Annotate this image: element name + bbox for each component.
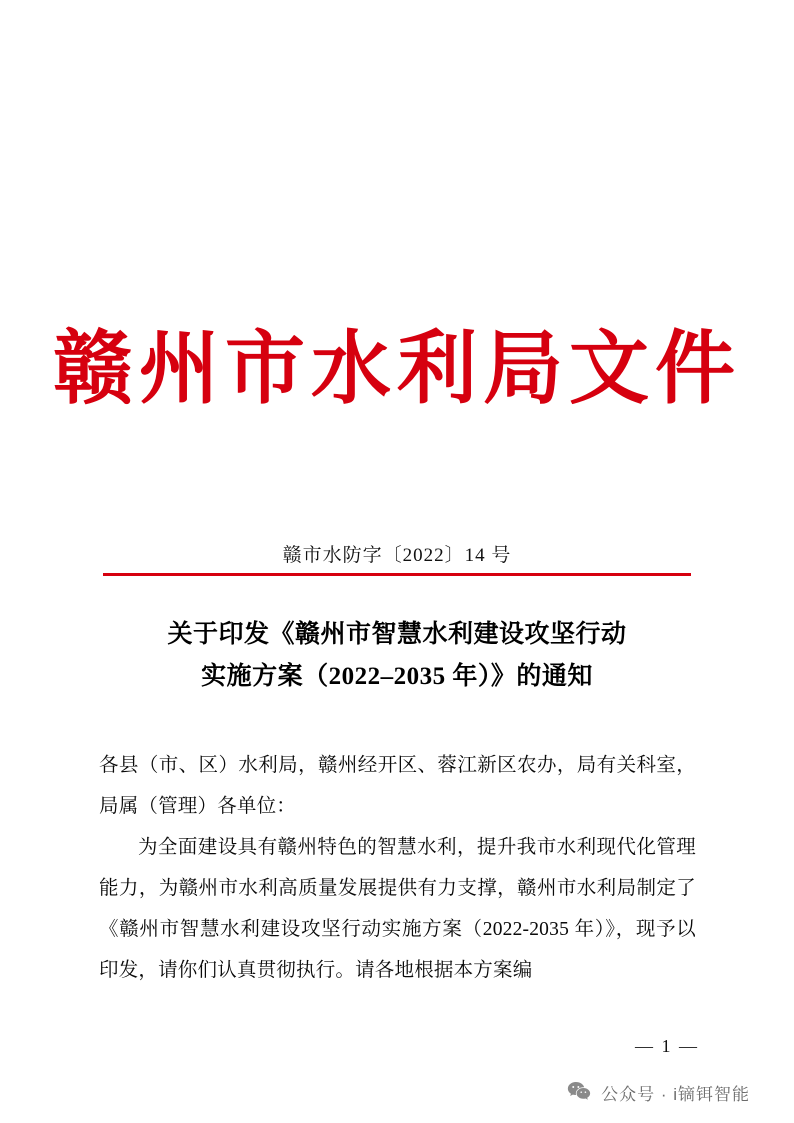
page-title-line-2: 实施方案（2022–2035 年）》的通知 bbox=[201, 663, 593, 690]
red-divider-rule bbox=[103, 573, 691, 576]
body-paragraph-1: 各县（市、区）水利局，赣州经开区、蓉江新区农办，局有关科室，局属（管理）各单位： bbox=[99, 755, 696, 817]
body-paragraph-2: 为全面建设具有赣州特色的智慧水利，提升我市水利现代化管理能力，为赣州市水利高质量发展提供有力支撑，赣州市水利局制定了《赣州市智慧水利建设攻坚行动实施方案（2022-2035 年）》，现予以印发，请你们认真贯彻执行。请各地根据本方案编 bbox=[99, 837, 696, 981]
masthead bbox=[0, 326, 794, 414]
page-title-line-1: 关于印发《赣州市智慧水利建设攻坚行动 bbox=[167, 621, 627, 648]
page-number: — 1 — bbox=[635, 1036, 699, 1056]
wechat-icon bbox=[566, 1079, 592, 1105]
document-body bbox=[99, 745, 696, 991]
masthead-title: 赣州市水利局文件 bbox=[53, 326, 741, 414]
document-number: 赣市水防字〔2022〕14 号 bbox=[282, 545, 512, 566]
footer-watermark bbox=[566, 1079, 750, 1105]
page-title bbox=[97, 614, 697, 698]
footer-watermark-label: 公众号 · i镝铒智能 bbox=[601, 1084, 750, 1104]
